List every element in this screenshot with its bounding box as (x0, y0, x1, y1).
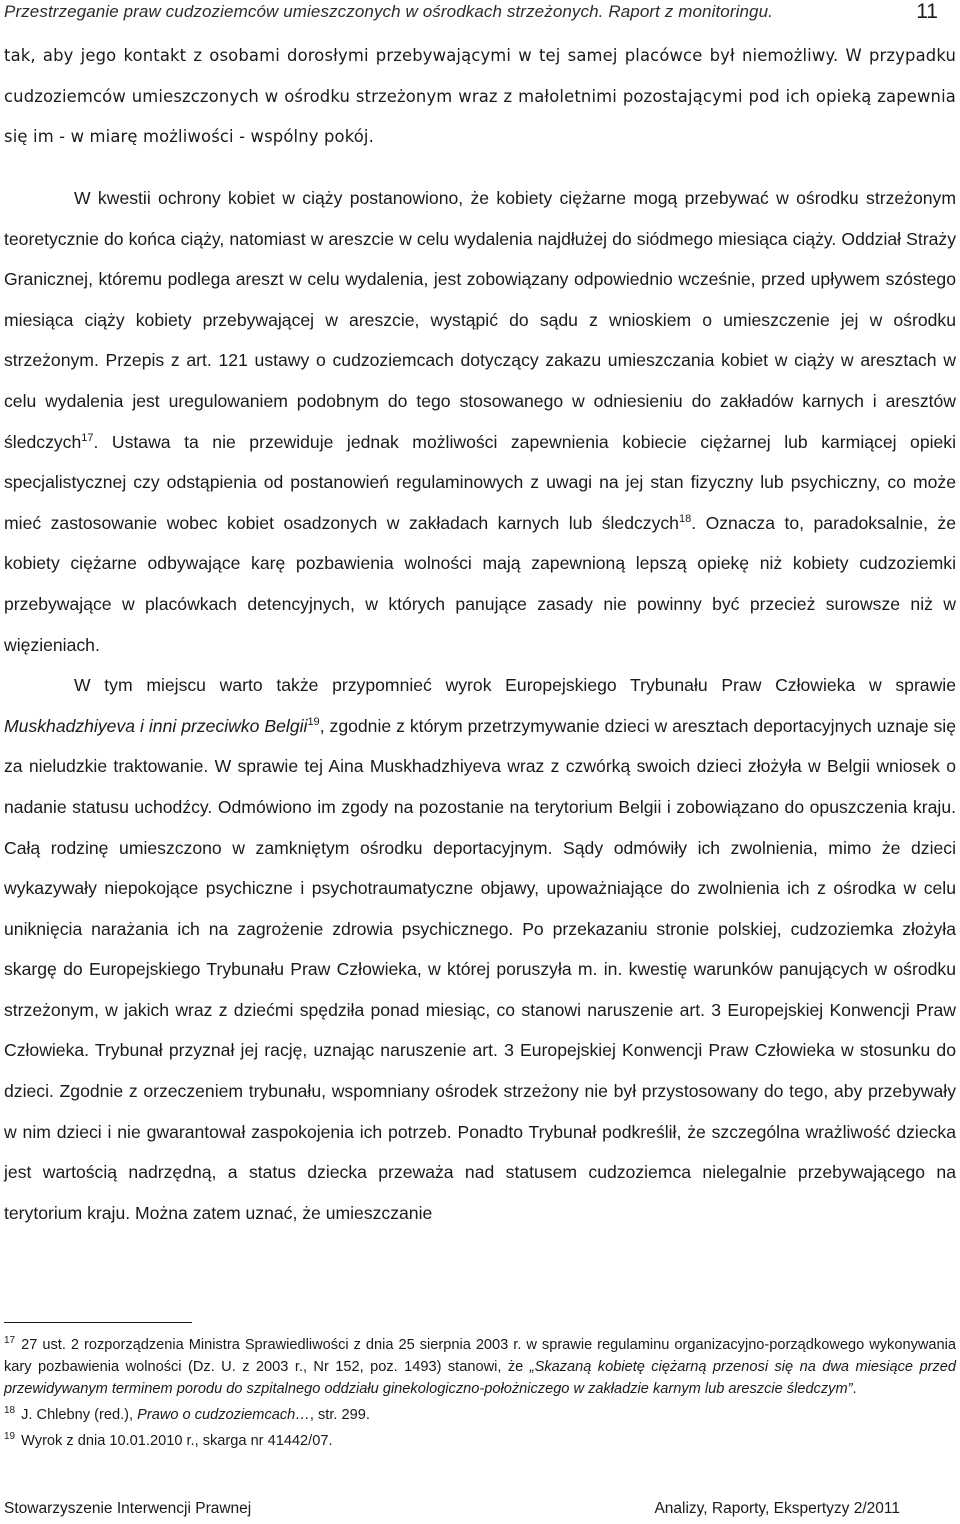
footnote-17 (4, 1330, 956, 1400)
footnote-19 (4, 1426, 956, 1452)
footnote-number: 19 (4, 1431, 16, 1442)
paragraph-pregnant-women (4, 178, 956, 665)
footnote-separator (4, 1322, 192, 1323)
paragraph-text: . Oznacza to, paradoksalnie, że kobiety ciężarne odbywające karę pozbawienia wolności mają zapewnioną lepszą opiekę niż kobiety cudzoziemki przebywające w placówkach detencyjnych, w których panujące zasady nie powinny być przecież surowsze niż w więzieniach. (4, 512, 957, 655)
footer-series: Analizy, Raporty, Ekspertyzy 2/2011 (654, 1500, 900, 1517)
paragraph-text: W tym miejscu warto także przypomnieć wyrok Europejskiego Trybunału Praw Człowieka w sprawie (74, 675, 956, 696)
paragraph-text: . Ustawa ta nie przewiduje jednak możliwości zapewnienia kobiecie ciężarnej lub karmiącej opieki specjalistycznej czy odstąpienia od postanowień regulaminowych z uwagi na jej stan fizyczny lub psychiczny, co może mieć zastosowanie wobec kobiet osadzonych w zakładach karnych lub śledczych (4, 431, 956, 533)
paragraph-echr-case (4, 665, 956, 1233)
footnote-text: , str. 299. (309, 1407, 370, 1423)
footnote-text: Wyrok z dnia 10.01.2010 r., skarga nr 41442/07. (21, 1433, 333, 1449)
footnote-ref-17[interactable]: 17 (81, 431, 94, 444)
footnotes (4, 1330, 956, 1452)
footnote-text: 27 ust. 2 rozporządzenia Ministra Sprawiedliwości z dnia 25 sierpnia 2003 r. w sprawie regulaminu organizacyjno-porządkowego wykonywania kary pozbawienia wolności (Dz. U. z 2003 r., Nr 152, poz. 1493) stanowi, że (4, 1337, 956, 1375)
body-text-top (4, 36, 956, 158)
footnote-18 (4, 1400, 956, 1426)
footnote-quote: „Skazaną kobietę ciężarną przenosi się na dwa miesiące przed przewidywanym terminem porodu do szpitalnego oddziału ginekologiczno-położniczego w zakładzie karnym lub areszcie śledczym” (4, 1359, 956, 1397)
paragraph-continuation: tak, aby jego kontakt z osobami dorosłymi przebywającymi w tej samej placówce był niemożliwy. W przypadku cudzoziemców umieszczonych w ośrodku strzeżonym wraz z małoletnimi pozostającymi pod ich opieką zapewnia się im - w miarę możliwości - wspólny pokój. (4, 46, 956, 147)
body-text-main (4, 178, 956, 1233)
footer-organization: Stowarzyszenie Interwencji Prawnej (4, 1500, 252, 1517)
footnote-number: 18 (4, 1405, 16, 1416)
running-title: Przestrzeganie praw cudzoziemców umieszczonych w ośrodkach strzeżonych. Raport z monitoringu. (4, 2, 773, 21)
footnote-text: J. Chlebny (red.), (21, 1407, 138, 1423)
footnote-ref-19[interactable]: 19 (307, 715, 320, 728)
footnote-number: 17 (4, 1335, 16, 1346)
footnote-text: . (852, 1381, 857, 1397)
paragraph-text: , zgodnie z którym przetrzymywanie dzieci w aresztach deportacyjnych uznaje się za nieludzkie traktowanie. W sprawie tej Aina Muskhadzhiyeva wraz z czwórką swoich dzieci złożyła w Belgii wniosek o nadanie statusu uchodźcy. Odmówiono im zgody na pozostanie na terytorium Belgii i zobowiązano do opuszczenia kraju. Całą rodzinę umieszczono w zamkniętym ośrodku deportacyjnym. Sądy odmówiły ich zwolnienia, mimo że dzieci wykazywały niepokojące psychiczne i psychotraumatyczne objawy, upoważniające do zwolnienia ich z ośrodka w celu uniknięcia narażania ich na zagrożenie zdrowia psychicznego. Po przekazaniu stronie polskiej, cudzoziemka złożyła skargę do Europejskiego Trybunału Praw Człowieka, w której poruszyła m. in. kwestię warunków panujących w ośrodku strzeżonym, w jakich wraz z dziećmi spędziła ponad miesiąc, co stanowi naruszenie art. 3 Europejskiej Konwencji Praw Człowieka. Trybunał przyznał jej rację, uznając naruszenie art. 3 Europejskiej Konwencji Praw Człowieka w stosunku do dzieci. Zgodnie z orzeczeniem trybunału, wspomniany ośrodek strzeżony nie był przystosowany do tego, aby przebywały w nim dzieci i nie gwarantował zaspokojenia ich potrzeb. Ponadto Trybunał podkreślił, że szczególna wrażliwość dziecka jest wartością nadrzędną, a status dziecka przeważa nad statusem cudzoziemca nielegalnie przebywającego na terytorium kraju. Można zatem uznać, że umieszczanie (4, 715, 957, 1223)
case-name: Muskhadzhiyeva i inni przeciwko Belgii (4, 715, 308, 736)
paragraph-text: W kwestii ochrony kobiet w ciąży postanowiono, że kobiety ciężarne mogą przebywać w ośrodku strzeżonym teoretycznie do końca ciąży, natomiast w areszcie w celu wydalenia najdłużej do siódmego miesiąca ciąży. Oddział Straży Granicznej, któremu podlega areszt w celu wydalenia, jest zobowiązany odpowiednio wcześnie, przed upływem szóstego miesiąca ciąży kobiety przebywającej w areszcie, wystąpić do sądu z wnioskiem o umieszczenie jej w ośrodku strzeżonym. Przepis z art. 121 ustawy o cudzoziemcach dotyczący zakazu umieszczania kobiet w ciąży w aresztach w celu wydalenia jest uregulowaniem podobnym do tego stosowanego w odniesieniu do zakładów karnych i aresztów śledczych (4, 188, 956, 452)
footnote-ref-18[interactable]: 18 (678, 512, 692, 525)
page-number: 11 (916, 0, 938, 23)
footnote-book-title: Prawo o cudzoziemcach… (137, 1407, 310, 1423)
